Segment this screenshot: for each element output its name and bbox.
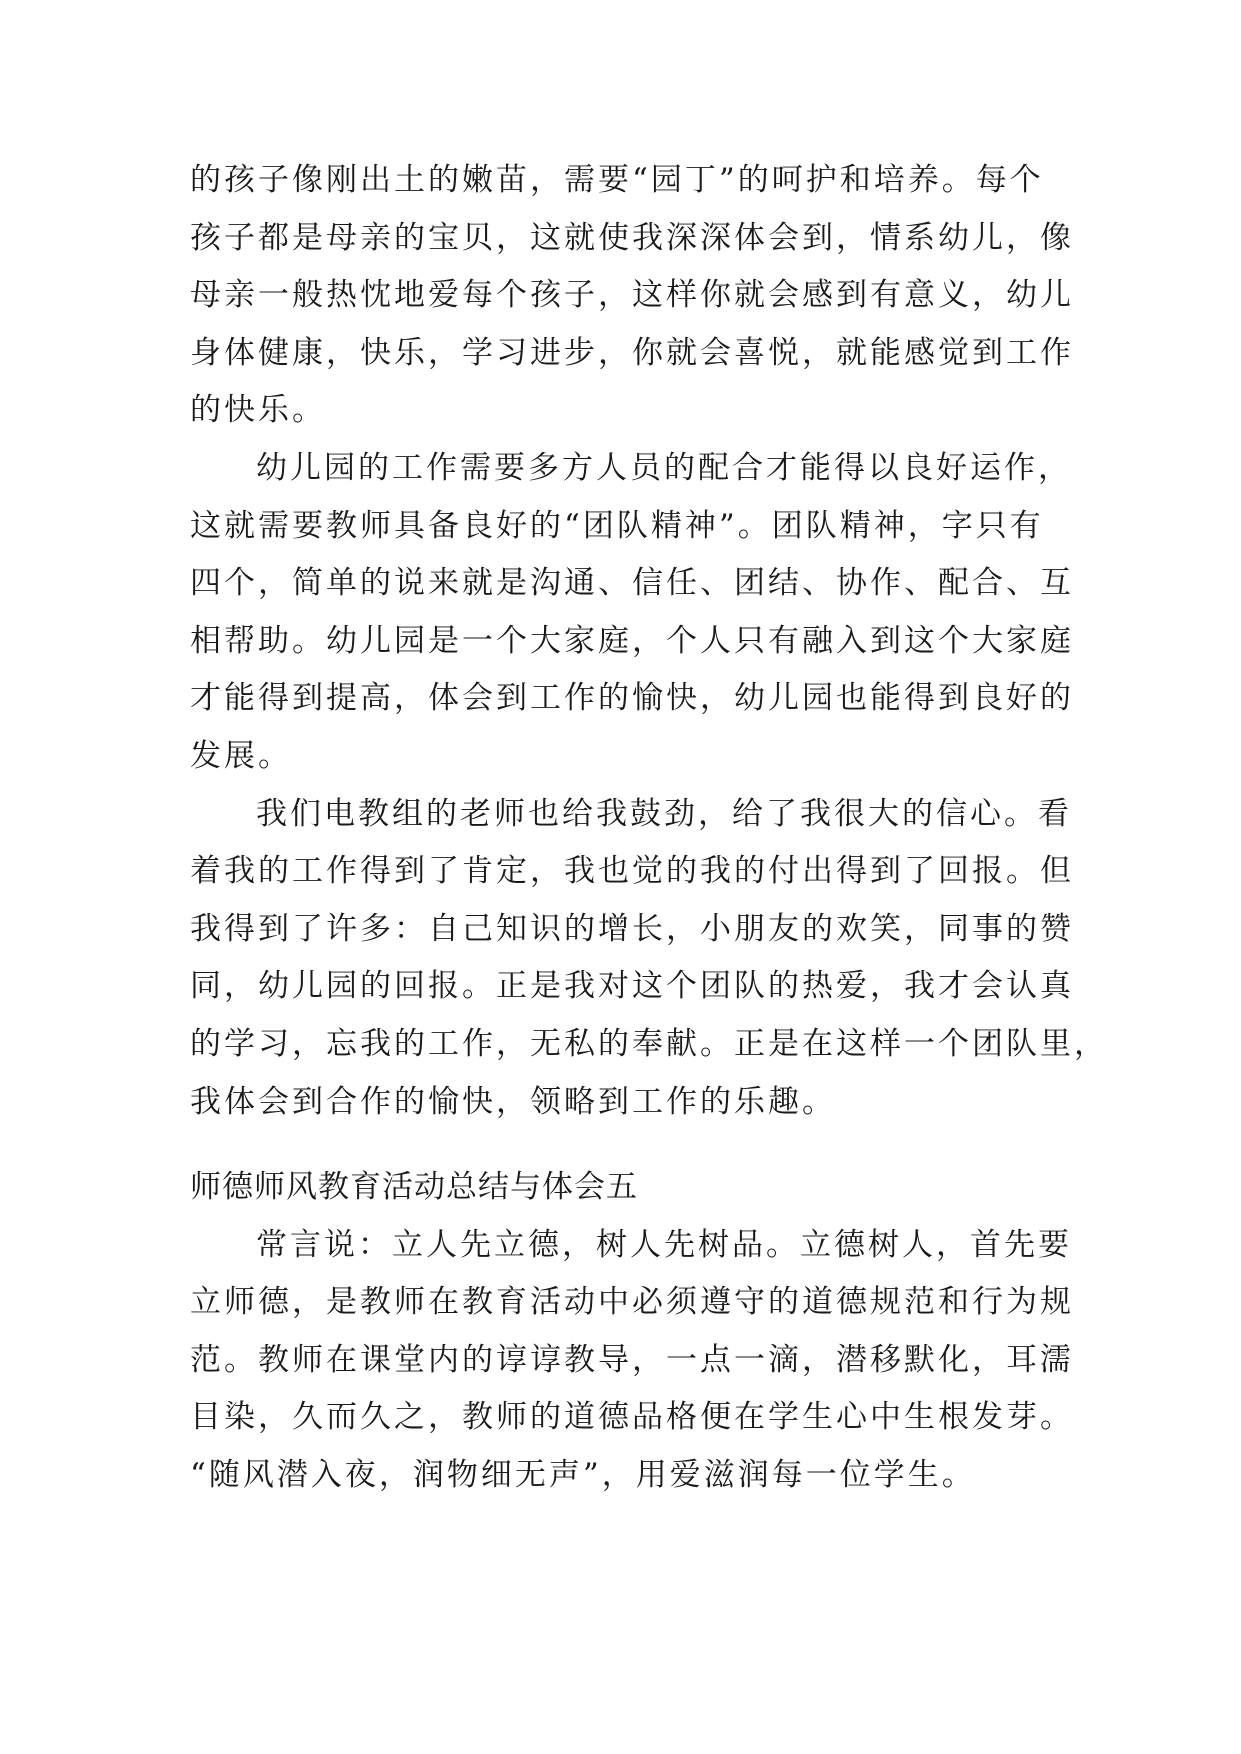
text-line: 我得到了许多：自己知识的增长，小朋友的欢笑，同事的赞 [190,910,1074,947]
text-line: 范。教师在课堂内的谆谆教导，一点一滴，潜移默化，耳濡 [190,1341,1074,1378]
text-line: 目染，久而久之，教师的道德品格便在学生心中生根发芽。 [190,1399,1074,1436]
paragraph-3 [190,786,1108,1132]
text-line: 发展。 [190,737,292,774]
text-line: 相帮助。幼儿园是一个大家庭，个人只有融入到这个大家庭 [190,622,1074,659]
document-body [190,152,1108,1505]
text-line: 母亲一般热忱地爱每个孩子，这样你就会感到有意义，幼儿 [190,277,1074,314]
text-line: 的快乐。 [190,392,326,429]
text-line: 四个，简单的说来就是沟通、信任、团结、协作、配合、互 [190,565,1074,602]
text-line: 立师德，是教师在教育活动中必须遵守的道德规范和行为规 [190,1284,1074,1321]
text-line: 才能得到提高，体会到工作的愉快，幼儿园也能得到良好的 [190,680,1074,717]
section-heading-text: 师德师风教育活动总结与体会五 [190,1169,638,1206]
text-line: 的孩子像刚出土的嫩苗，需要“园丁”的呵护和培养。每个 [190,162,1044,198]
text-line: 我体会到合作的愉快，领略到工作的乐趣。 [190,1083,836,1120]
text-line: 身体健康，快乐，学习进步，你就会喜悦，就能感觉到工作 [190,334,1074,371]
text-line: 着我的工作得到了肯定，我也觉的我的付出得到了回报。但 [190,853,1074,890]
text-line: 孩子都是母亲的宝贝，这就使我深深体会到，情系幼儿，像 [190,219,1074,256]
text-line: 幼儿园的工作需要多方人员的配合才能得以良好运作， [256,449,1072,486]
paragraph-2 [190,440,1074,786]
paragraph-4 [190,1217,1074,1505]
text-line: 的学习，忘我的工作，无私的奉献。正是在这样一个团队里， [190,1025,1108,1062]
section-heading [190,1159,1050,1217]
text-line: 常言说：立人先立德，树人先树品。立德树人，首先要 [256,1226,1072,1263]
text-line: 我们电教组的老师也给我鼓劲，给了我很大的信心。看 [256,795,1072,832]
text-line: “随风潜入夜，润物细无声”，用爱滋润每一位学生。 [190,1457,976,1494]
text-line: 这就需要教师具备良好的“团队精神”。团队精神，字只有 [190,507,1044,544]
text-line: 同，幼儿园的回报。正是我对这个团队的热爱，我才会认真 [190,968,1074,1005]
paragraph-1 [190,152,1074,440]
